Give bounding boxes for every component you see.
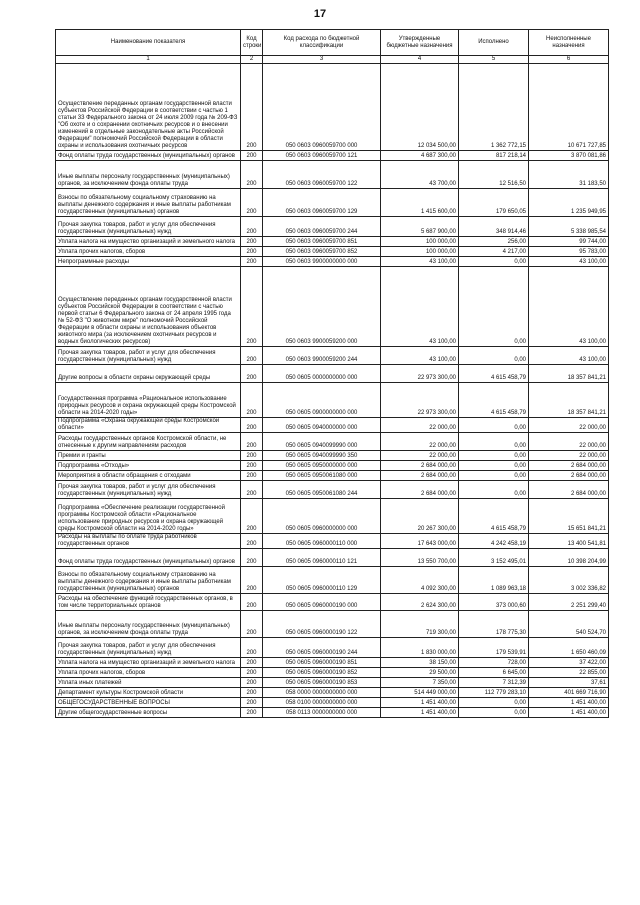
table-row: [56, 534, 609, 549]
row-unexecuted: 3 870 081,86: [529, 151, 609, 161]
row-name: ОБЩЕГОСУДАРСТВЕННЫЕ ВОПРОСЫ: [56, 698, 241, 708]
row-unexecuted: 401 669 716,90: [529, 688, 609, 698]
row-expense-code: 050 0603 0960059700 000: [263, 64, 381, 151]
row-executed: 256,00: [459, 237, 529, 247]
table-row: [56, 64, 609, 151]
table-row: [56, 549, 609, 567]
row-executed: 0,00: [459, 481, 529, 499]
row-name: Фонд оплаты труда государственных (муниципальных) органов: [56, 549, 241, 567]
row-expense-code: 050 0605 0960000190 852: [263, 668, 381, 678]
table-row: [56, 189, 609, 217]
table-row: [56, 567, 609, 594]
row-approved: 1 451 400,00: [381, 708, 459, 718]
row-executed: 348 914,46: [459, 217, 529, 237]
row-unexecuted: 43 100,00: [529, 257, 609, 267]
table-row: [56, 611, 609, 638]
row-unexecuted: 31 183,50: [529, 161, 609, 189]
row-approved: 5 687 900,00: [381, 217, 459, 237]
table-row: [56, 257, 609, 267]
table-row: [56, 698, 609, 708]
row-executed: 0,00: [459, 347, 529, 365]
row-name: Уплата прочих налогов, сборов: [56, 247, 241, 257]
row-executed: 728,00: [459, 658, 529, 668]
row-line-code: 200: [241, 347, 263, 365]
row-approved: 17 643 000,00: [381, 534, 459, 549]
table-row: [56, 365, 609, 383]
table-row: [56, 499, 609, 534]
row-name: Расходы на обеспечение функций государственных органов, в том числе территориальных органов: [56, 594, 241, 611]
row-approved: 100 000,00: [381, 237, 459, 247]
row-unexecuted: 2 684 000,00: [529, 481, 609, 499]
row-line-code: 200: [241, 698, 263, 708]
row-line-code: 200: [241, 611, 263, 638]
table-row: [56, 247, 609, 257]
row-executed: 3 152 495,01: [459, 549, 529, 567]
row-approved: 22 973 300,00: [381, 383, 459, 418]
row-executed: 6 645,00: [459, 668, 529, 678]
row-name: Другие общегосударственные вопросы: [56, 708, 241, 718]
row-line-code: 200: [241, 433, 263, 451]
row-executed: 4 217,00: [459, 247, 529, 257]
row-executed: 7 312,39: [459, 678, 529, 688]
row-unexecuted: 2 684 000,00: [529, 471, 609, 481]
row-line-code: 200: [241, 534, 263, 549]
row-expense-code: 050 0603 0960059700 121: [263, 151, 381, 161]
row-line-code: 200: [241, 678, 263, 688]
row-expense-code: 050 0605 0960000190 122: [263, 611, 381, 638]
row-approved: 22 973 300,00: [381, 365, 459, 383]
row-line-code: 200: [241, 418, 263, 433]
row-approved: 43 100,00: [381, 257, 459, 267]
table-row: [56, 688, 609, 698]
row-name: Прочая закупка товаров, работ и услуг для обеспечения государственных (муниципальных) нужд: [56, 347, 241, 365]
row-expense-code: 050 0605 0900000000 000: [263, 383, 381, 418]
row-line-code: 200: [241, 217, 263, 237]
row-unexecuted: 22 855,00: [529, 668, 609, 678]
column-number: 4: [381, 56, 459, 64]
row-approved: 2 684 000,00: [381, 461, 459, 471]
row-name: Прочая закупка товаров, работ и услуг для обеспечения государственных (муниципальных) нужд: [56, 217, 241, 237]
row-approved: 4 092 300,00: [381, 567, 459, 594]
table-row: [56, 461, 609, 471]
row-line-code: 200: [241, 499, 263, 534]
row-name: Прочая закупка товаров, работ и услуг для обеспечения государственных (муниципальных) нужд: [56, 638, 241, 658]
row-executed: 12 516,50: [459, 161, 529, 189]
row-line-code: 200: [241, 668, 263, 678]
row-executed: 0,00: [459, 267, 529, 347]
row-line-code: 200: [241, 64, 263, 151]
row-expense-code: 050 0605 0950061080 000: [263, 471, 381, 481]
table-row: [56, 668, 609, 678]
row-approved: 7 350,00: [381, 678, 459, 688]
row-name: Уплата иных платежей: [56, 678, 241, 688]
row-executed: 4 615 458,79: [459, 499, 529, 534]
row-expense-code: 050 0605 0950061080 244: [263, 481, 381, 499]
row-executed: 0,00: [459, 698, 529, 708]
row-expense-code: 050 0605 0940099990 350: [263, 451, 381, 461]
row-line-code: 200: [241, 481, 263, 499]
row-expense-code: 058 0113 0000000000 000: [263, 708, 381, 718]
row-line-code: 200: [241, 567, 263, 594]
row-approved: 22 000,00: [381, 418, 459, 433]
column-number: 5: [459, 56, 529, 64]
row-unexecuted: 5 338 985,54: [529, 217, 609, 237]
row-expense-code: 050 0603 0960059700 122: [263, 161, 381, 189]
row-line-code: 200: [241, 688, 263, 698]
row-approved: 12 034 500,00: [381, 64, 459, 151]
table-row: [56, 237, 609, 247]
row-unexecuted: 37 422,00: [529, 658, 609, 668]
row-name: Уплата налога на имущество организаций и земельного налога: [56, 658, 241, 668]
table-row: [56, 708, 609, 718]
row-name: Иные выплаты персоналу государственных (муниципальных) органов, за исключением фонда оплаты труда: [56, 161, 241, 189]
table-row: [56, 418, 609, 433]
row-unexecuted: 22 000,00: [529, 433, 609, 451]
row-line-code: 200: [241, 658, 263, 668]
row-expense-code: 050 0605 0960000190 244: [263, 638, 381, 658]
row-unexecuted: 1 235 949,95: [529, 189, 609, 217]
row-line-code: 200: [241, 383, 263, 418]
row-expense-code: 058 0000 0000000000 000: [263, 688, 381, 698]
row-name: Подпрограмма «Обеспечение реализации государственной программы Костромской области «Рациональное использование природных ресурсов и охрана окружающей среды Костромской области на 2014-2020 годы»: [56, 499, 241, 534]
row-approved: 13 550 700,00: [381, 549, 459, 567]
row-approved: 514 449 000,00: [381, 688, 459, 698]
row-line-code: 200: [241, 151, 263, 161]
row-line-code: 200: [241, 161, 263, 189]
header-expense-code: Код расхода по бюджетной классификации: [263, 30, 381, 56]
row-unexecuted: 1 451 400,00: [529, 708, 609, 718]
row-line-code: 200: [241, 594, 263, 611]
budget-report-table: [55, 29, 609, 718]
row-expense-code: 050 0605 0960000190 000: [263, 594, 381, 611]
row-expense-code: 050 0605 0940099990 000: [263, 433, 381, 451]
row-name: Департамент культуры Костромской области: [56, 688, 241, 698]
table-row: [56, 151, 609, 161]
row-executed: 0,00: [459, 451, 529, 461]
column-number: 6: [529, 56, 609, 64]
row-expense-code: 050 0603 9900000000 000: [263, 257, 381, 267]
row-unexecuted: 43 100,00: [529, 347, 609, 365]
row-expense-code: 050 0605 0940000000 000: [263, 418, 381, 433]
row-executed: 817 218,14: [459, 151, 529, 161]
row-line-code: 200: [241, 461, 263, 471]
row-executed: 179 650,05: [459, 189, 529, 217]
row-executed: 0,00: [459, 708, 529, 718]
row-approved: 22 000,00: [381, 433, 459, 451]
row-unexecuted: 13 400 541,81: [529, 534, 609, 549]
row-unexecuted: 1 451 400,00: [529, 698, 609, 708]
row-name: Подпрограмма «Охрана окружающей среды Костромской области»: [56, 418, 241, 433]
row-approved: 43 700,00: [381, 161, 459, 189]
table-row: [56, 594, 609, 611]
row-name: Государственная программа «Рациональное использование природных ресурсов и охрана окружающей среды Костромской области на 2014-2020 годы»: [56, 383, 241, 418]
row-expense-code: 050 0603 9900059200 000: [263, 267, 381, 347]
column-number: 3: [263, 56, 381, 64]
table-row: [56, 217, 609, 237]
row-unexecuted: 37,61: [529, 678, 609, 688]
row-line-code: 200: [241, 365, 263, 383]
row-approved: 20 267 300,00: [381, 499, 459, 534]
table-header-row: [56, 30, 609, 56]
table-row: [56, 638, 609, 658]
row-name: Взносы по обязательному социальному страхованию на выплаты денежного содержания и иные выплаты работникам государственных (муниципальных) органов: [56, 189, 241, 217]
row-executed: 179 539,91: [459, 638, 529, 658]
row-line-code: 200: [241, 638, 263, 658]
row-executed: 0,00: [459, 471, 529, 481]
row-approved: 38 150,00: [381, 658, 459, 668]
row-expense-code: 050 0605 0950000000 000: [263, 461, 381, 471]
row-executed: 4 242 458,19: [459, 534, 529, 549]
row-unexecuted: 95 783,00: [529, 247, 609, 257]
row-name: Расходы государственных органов Костромской области, не отнесенные к другим направлениям расходов: [56, 433, 241, 451]
table-row: [56, 471, 609, 481]
table-row: [56, 481, 609, 499]
row-executed: 0,00: [459, 461, 529, 471]
row-approved: 1 830 000,00: [381, 638, 459, 658]
row-line-code: 200: [241, 189, 263, 217]
row-name: Иные выплаты персоналу государственных (муниципальных) органов, за исключением фонда оплаты труда: [56, 611, 241, 638]
row-name: Осуществление переданных органам государственной власти субъектов Российской Федерации в соответствии с частью 1 статьи 33 Федерального закона от 24 июля 2009 года № 209-ФЗ "Об охоте и о сохранении охотничьих ресурсов и о внесении изменений в отдельные законодательные акты Российской Федерации" полномочий Российской Федерации в области охраны и использования охотничьих ресурсов: [56, 64, 241, 151]
row-expense-code: 050 0605 0960000190 853: [263, 678, 381, 688]
table-row: [56, 161, 609, 189]
table-row: [56, 433, 609, 451]
row-line-code: 200: [241, 451, 263, 461]
row-name: Расходы на выплаты по оплате труда работников государственных органов: [56, 534, 241, 549]
table-row: [56, 451, 609, 461]
row-executed: 373 000,60: [459, 594, 529, 611]
table-row: [56, 383, 609, 418]
row-line-code: 200: [241, 267, 263, 347]
row-approved: 2 684 000,00: [381, 481, 459, 499]
row-approved: 22 000,00: [381, 451, 459, 461]
row-approved: 43 100,00: [381, 347, 459, 365]
row-line-code: 200: [241, 257, 263, 267]
row-name: Фонд оплаты труда государственных (муниципальных) органов: [56, 151, 241, 161]
row-unexecuted: 2 684 000,00: [529, 461, 609, 471]
row-unexecuted: 540 524,70: [529, 611, 609, 638]
header-executed: Исполнено: [459, 30, 529, 56]
row-line-code: 200: [241, 247, 263, 257]
row-name: Уплата прочих налогов, сборов: [56, 668, 241, 678]
row-approved: 1 415 600,00: [381, 189, 459, 217]
row-executed: 0,00: [459, 418, 529, 433]
column-number: 2: [241, 56, 263, 64]
row-unexecuted: 10 671 727,85: [529, 64, 609, 151]
row-line-code: 200: [241, 471, 263, 481]
row-line-code: 200: [241, 237, 263, 247]
row-executed: 4 615 458,79: [459, 383, 529, 418]
row-approved: 29 500,00: [381, 668, 459, 678]
row-executed: 1 362 772,15: [459, 64, 529, 151]
row-unexecuted: 15 651 841,21: [529, 499, 609, 534]
row-approved: 2 624 300,00: [381, 594, 459, 611]
row-approved: 719 300,00: [381, 611, 459, 638]
header-approved: Утвержденные бюджетные назначения: [381, 30, 459, 56]
row-executed: 0,00: [459, 257, 529, 267]
row-name: Взносы по обязательному социальному страхованию на выплаты денежного содержания и иные выплаты работникам государственных (муниципальных) органов: [56, 567, 241, 594]
row-expense-code: 050 0603 0960059700 129: [263, 189, 381, 217]
row-approved: 4 687 300,00: [381, 151, 459, 161]
row-approved: 100 000,00: [381, 247, 459, 257]
row-expense-code: 050 0605 0960000110 129: [263, 567, 381, 594]
row-name: Осуществление переданных органам государственной власти субъектов Российской Федерации в соответствии с частью первой статьи 6 Федерального закона от 24 апреля 1995 года № 52-ФЗ "О животном мире" полномочий Российской Федерации в области охраны и использования объектов животного мира (за исключением охотничьих ресурсов и водных биологических ресурсов): [56, 267, 241, 347]
row-line-code: 200: [241, 708, 263, 718]
row-name: Уплата налога на имущество организаций и земельного налога: [56, 237, 241, 247]
row-executed: 178 775,30: [459, 611, 529, 638]
table-row: [56, 658, 609, 668]
row-name: Подпрограмма «Отходы»: [56, 461, 241, 471]
row-unexecuted: 1 650 460,09: [529, 638, 609, 658]
row-unexecuted: 3 002 336,82: [529, 567, 609, 594]
page-number: 17: [313, 8, 327, 20]
row-expense-code: 050 0605 0960000110 121: [263, 549, 381, 567]
row-expense-code: 050 0603 0960059700 244: [263, 217, 381, 237]
header-line-code: Код строки: [241, 30, 263, 56]
row-unexecuted: 22 000,00: [529, 451, 609, 461]
row-name: Мероприятия в области обращения с отходами: [56, 471, 241, 481]
table-row: [56, 267, 609, 347]
row-unexecuted: 18 357 841,21: [529, 383, 609, 418]
row-unexecuted: 43 100,00: [529, 267, 609, 347]
row-expense-code: 050 0603 0960059700 851: [263, 237, 381, 247]
row-executed: 1 089 963,18: [459, 567, 529, 594]
row-expense-code: 050 0605 0000000000 000: [263, 365, 381, 383]
table-row: [56, 347, 609, 365]
row-expense-code: 050 0603 0960059700 852: [263, 247, 381, 257]
row-approved: 2 684 000,00: [381, 471, 459, 481]
row-name: Другие вопросы в области охраны окружающей среды: [56, 365, 241, 383]
header-indicator-name: Наименование показателя: [56, 30, 241, 56]
row-approved: 1 451 400,00: [381, 698, 459, 708]
row-unexecuted: 18 357 841,21: [529, 365, 609, 383]
row-name: Непрограммные расходы: [56, 257, 241, 267]
row-expense-code: 050 0603 9900059200 244: [263, 347, 381, 365]
row-unexecuted: 99 744,00: [529, 237, 609, 247]
row-executed: 4 615 458,79: [459, 365, 529, 383]
row-unexecuted: 2 251 299,40: [529, 594, 609, 611]
row-expense-code: 050 0605 0960000000 000: [263, 499, 381, 534]
row-expense-code: 050 0605 0960000110 000: [263, 534, 381, 549]
row-executed: 112 779 283,10: [459, 688, 529, 698]
row-executed: 0,00: [459, 433, 529, 451]
row-expense-code: 058 0100 0000000000 000: [263, 698, 381, 708]
row-name: Премии и гранты: [56, 451, 241, 461]
table-row: [56, 678, 609, 688]
row-name: Прочая закупка товаров, работ и услуг для обеспечения государственных (муниципальных) нужд: [56, 481, 241, 499]
column-number-row: [56, 56, 609, 64]
row-unexecuted: 10 398 204,99: [529, 549, 609, 567]
header-unexecuted: Неисполненные назначения: [529, 30, 609, 56]
row-expense-code: 050 0605 0960000190 851: [263, 658, 381, 668]
row-approved: 43 100,00: [381, 267, 459, 347]
row-unexecuted: 22 000,00: [529, 418, 609, 433]
row-line-code: 200: [241, 549, 263, 567]
column-number: 1: [56, 56, 241, 64]
